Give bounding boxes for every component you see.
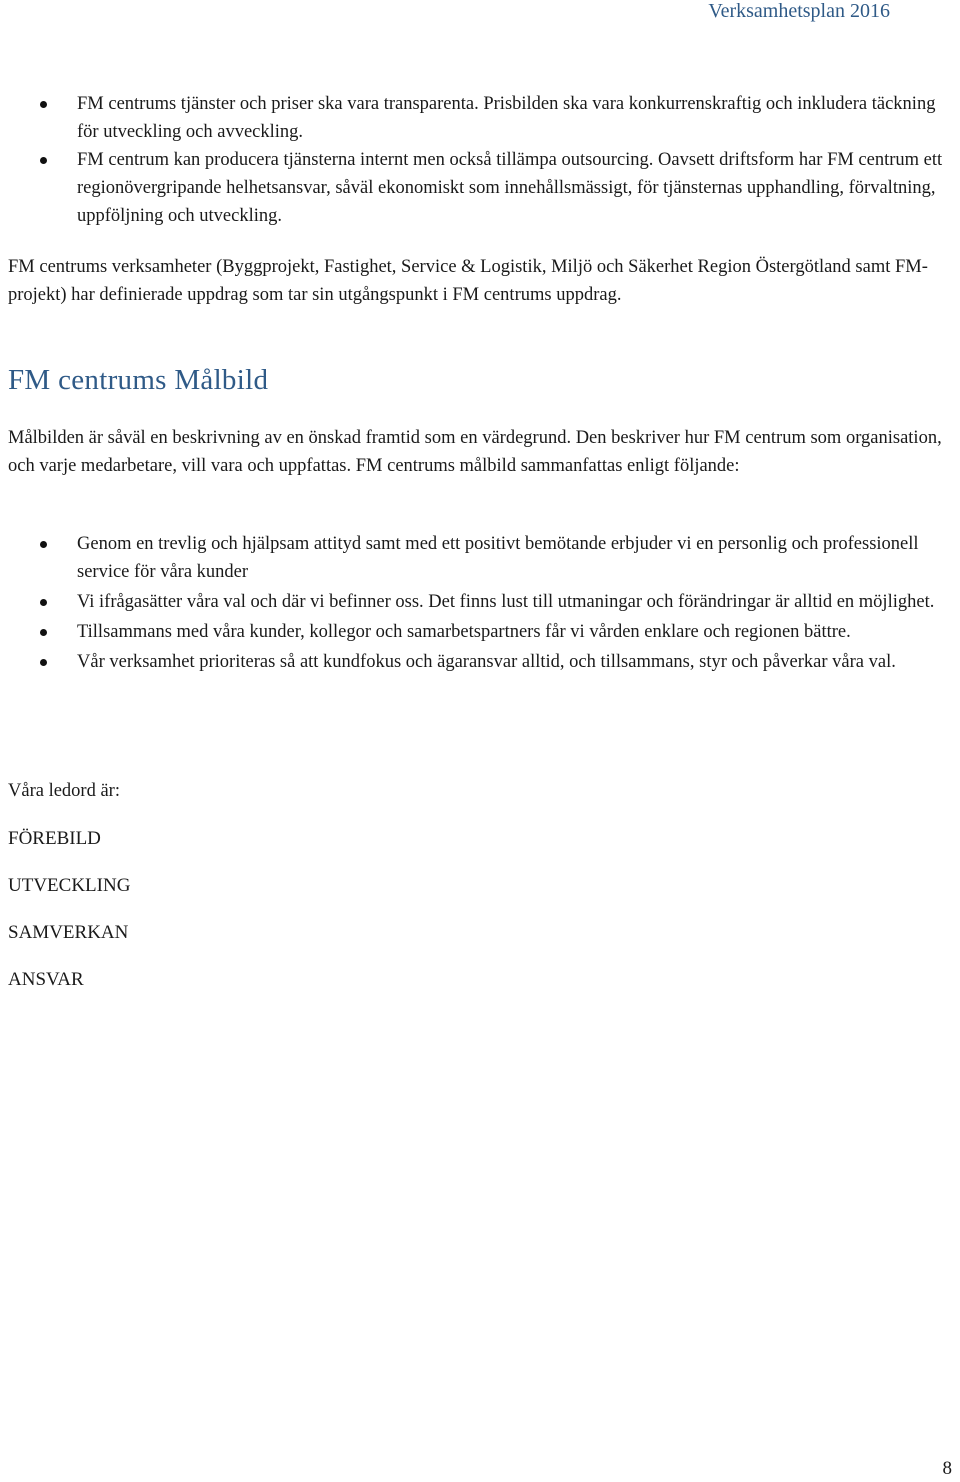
list-item [0,530,960,586]
page-number: 8 [942,1458,952,1479]
ledord-ansvar [8,966,84,994]
list-item [0,648,960,676]
list-item-text: Genom en trevlig och hjälpsam attityd samt med ett positivt bemötande erbjuder vi en personlig och professionell service för våra kunder [77,534,919,582]
ledord-samverkan [8,919,128,947]
section-heading: FM centrums Målbild [8,364,269,396]
paragraph-malbild: Målbilden är såväl en beskrivning av en önskad framtid som en värdegrund. Den beskriver hur FM centrum som organisation, och varje medarbetare, vill vara och uppfattas. FM centrums målbild sammanfattas enligt följande: [8,428,942,476]
list-item-text: FM centrums tjänster och priser ska vara transparenta. Prisbilden ska vara konkurrenskraftig och inkludera täckning för utveckling och avveckling. [77,94,936,142]
ledord-rest: ÖREBILD [18,828,101,849]
list-item [0,618,960,646]
bullet-list-services [0,90,960,230]
ledord-intro: Våra ledord är: [8,781,120,801]
list-item-text: FM centrum kan producera tjänsterna internt men också tillämpa outsourcing. Oavsett driftsform har FM centrum ett regionövergripande helhetsansvar, såväl ekonomiskt som innehållsmässigt, för tjänsternas upphandling, förvaltning, uppföljning och utveckling. [77,150,943,226]
document-header-title: Verksamhetsplan 2016 [708,0,890,22]
ledord-rest: NSVAR [21,969,84,990]
ledord-rest: AMVERKAN [18,922,129,943]
list-item [0,90,960,146]
ledord-initial: A [8,969,22,990]
ledord-utveckling [8,872,130,900]
bullet-icon [40,101,47,108]
list-item-text: Tillsammans med våra kunder, kollegor och samarbetspartners får vi vården enklare och regionen bättre. [77,622,851,642]
list-item-text: Vi ifrågasätter våra val och där vi befinner oss. Det finns lust till utmaningar och förändringar är alltid en möjlighet. [77,592,935,612]
list-item [0,146,960,230]
bullet-icon [40,541,47,548]
list-item-text: Vår verksamhet prioriteras så att kundfokus och ägaransvar alltid, och tillsammans, styr och påverkar våra val. [77,652,896,672]
bullet-icon [40,659,47,666]
paragraph-verksamheter: FM centrums verksamheter (Byggprojekt, Fastighet, Service & Logistik, Miljö och Säkerhet Region Östergötland samt FM-projekt) har definierade uppdrag som tar sin utgångspunkt i FM centrums uppdrag. [8,257,928,305]
bullet-list-malbild [0,530,960,678]
bullet-icon [40,629,47,636]
ledord-rest: TVECKLING [21,875,131,896]
ledord-initial: F [8,828,19,849]
bullet-icon [40,157,47,164]
ledord-initial: S [8,922,19,943]
ledord-initial: U [8,875,22,896]
bullet-icon [40,599,47,606]
ledord-forebild [8,825,101,853]
list-item [0,588,960,616]
